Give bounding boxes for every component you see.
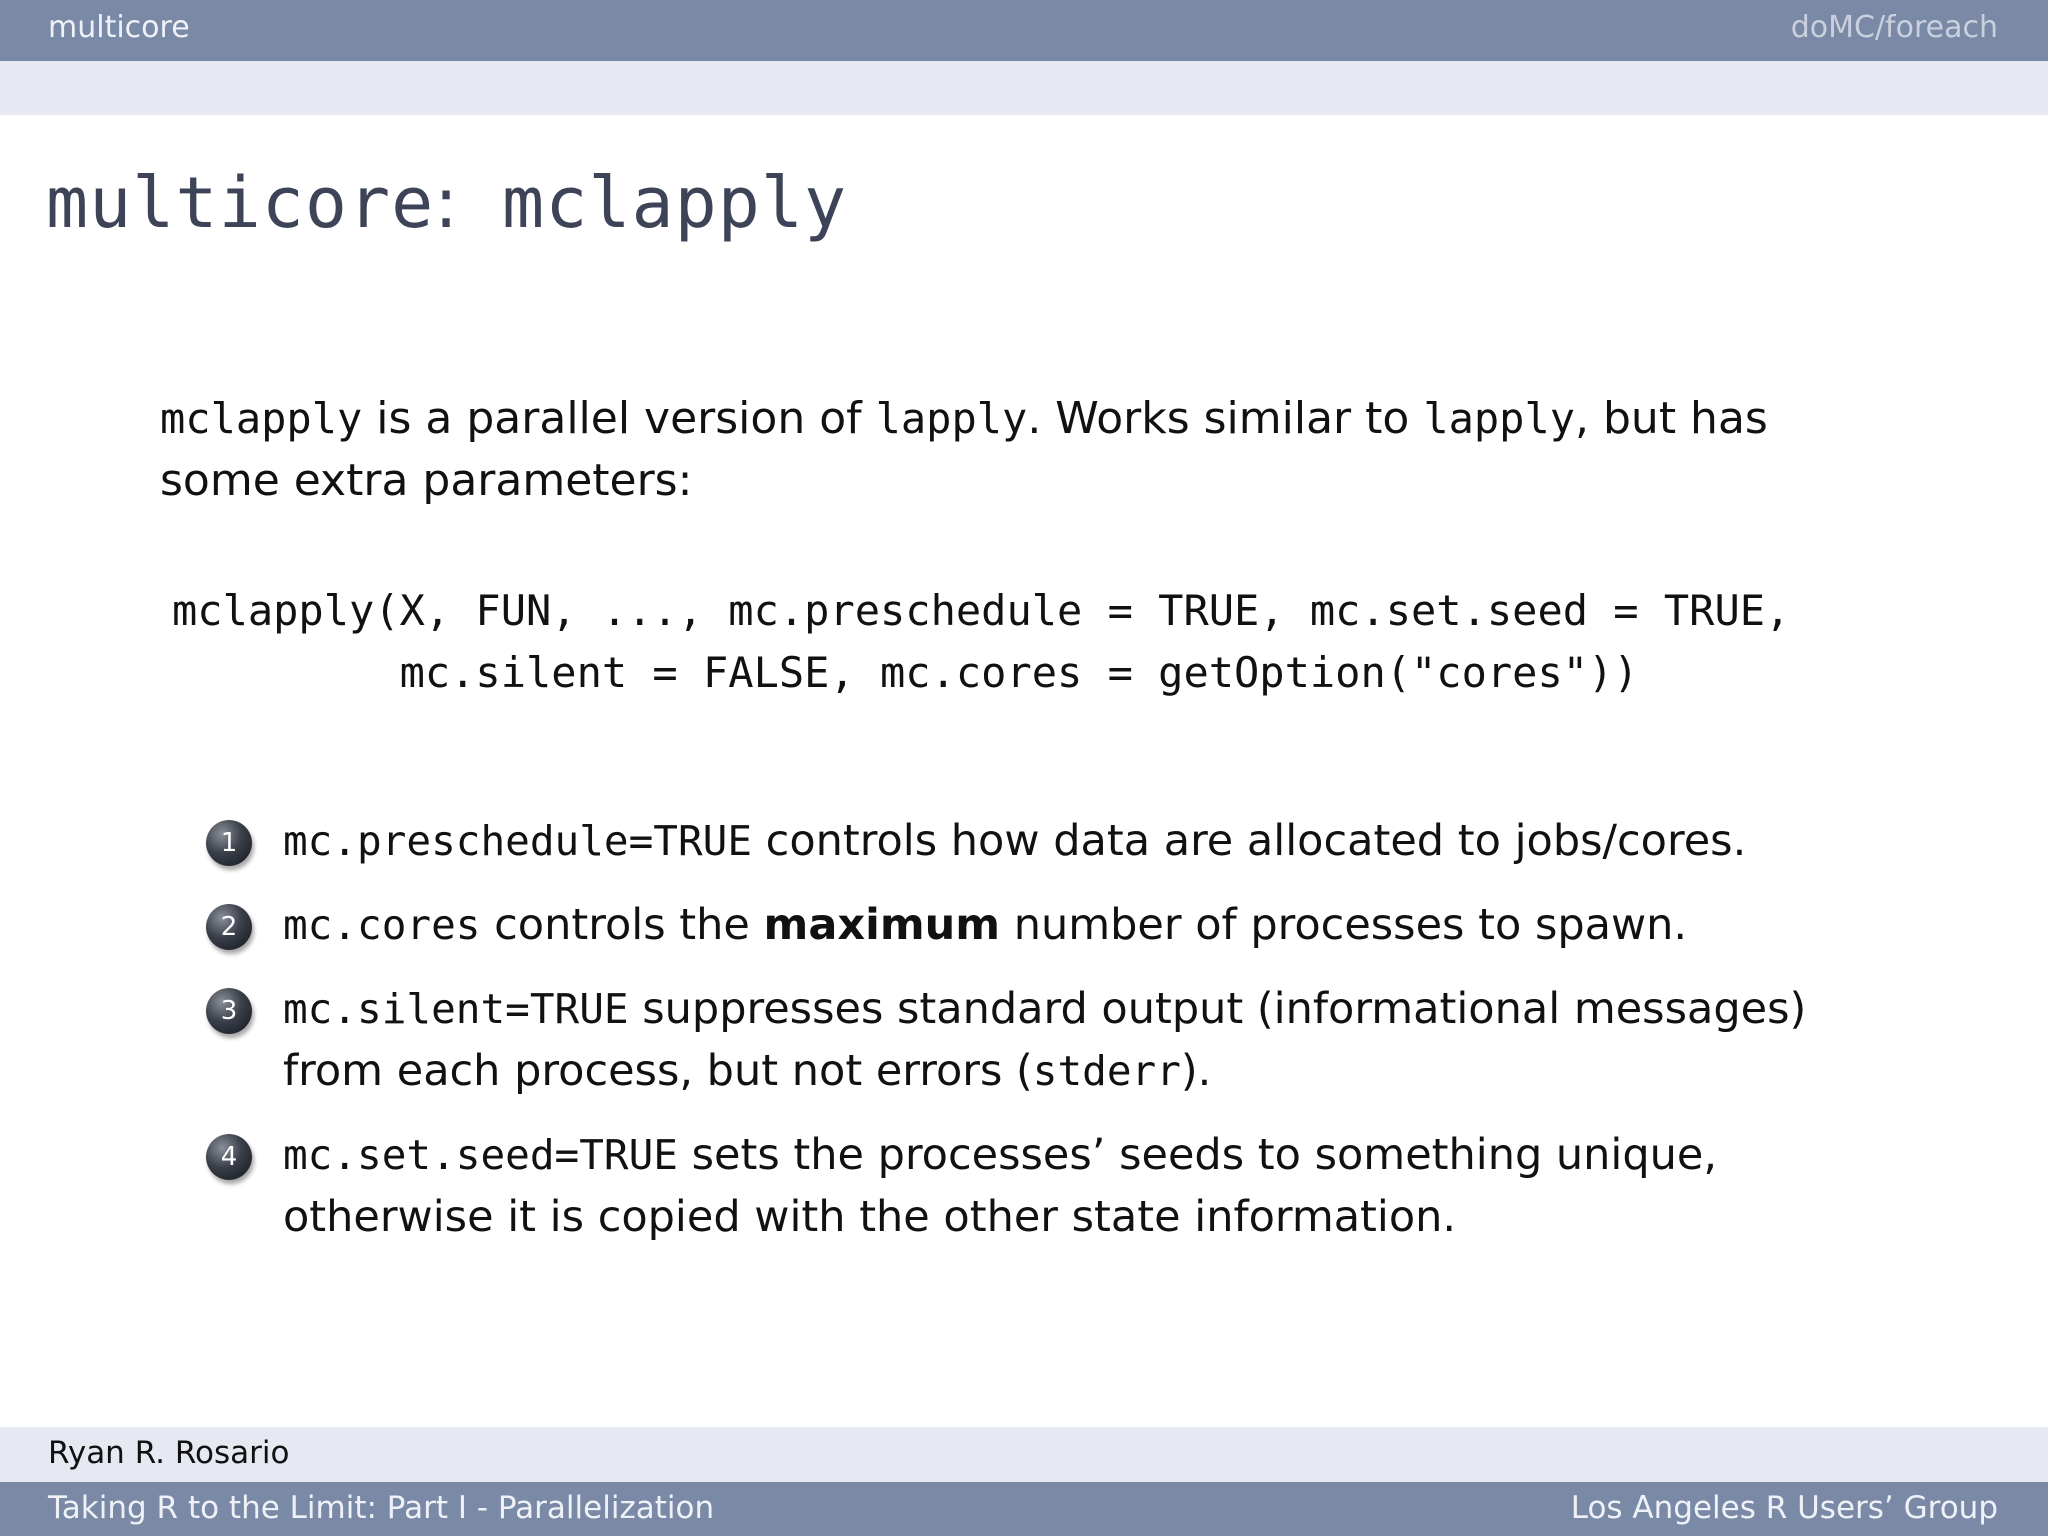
number-ball-icon: 4 bbox=[206, 1134, 252, 1180]
header-subsection[interactable]: doMC/foreach bbox=[1790, 10, 1998, 45]
number-ball-icon: 1 bbox=[206, 820, 252, 866]
number-ball-icon: 3 bbox=[206, 988, 252, 1034]
item-code-2: stderr bbox=[1032, 1047, 1181, 1095]
code-line-1: mclapply(X, FUN, ..., mc.preschedule = TRUE, mc.set.seed = TRUE, bbox=[172, 586, 1791, 635]
footer-author-bar bbox=[0, 1427, 2048, 1482]
slide-title-rest: mclapply bbox=[502, 162, 848, 244]
list-item bbox=[200, 978, 1900, 1102]
list-item bbox=[200, 810, 1900, 872]
item-code: mc.preschedule=TRUE bbox=[283, 817, 752, 865]
intro-func: mclapply bbox=[160, 394, 363, 443]
parameter-list bbox=[200, 810, 1900, 1248]
intro-code-2: lapply bbox=[1423, 394, 1576, 443]
slide-title-separator: : bbox=[434, 162, 459, 244]
item-text-before: controls the bbox=[494, 900, 750, 950]
intro-paragraph bbox=[160, 388, 1900, 512]
item-code: mc.set.seed=TRUE bbox=[283, 1131, 678, 1179]
footer-group: Los Angeles R Users’ Group bbox=[1570, 1490, 1998, 1526]
footer-author: Ryan R. Rosario bbox=[48, 1435, 290, 1471]
item-text: controls how data are allocated to jobs/cores. bbox=[765, 816, 1747, 866]
slide-title bbox=[46, 162, 847, 244]
footer-talk-title: Taking R to the Limit: Part I - Parallelization bbox=[48, 1490, 715, 1526]
code-line-2: mc.silent = FALSE, mc.cores = getOption("cores")) bbox=[172, 648, 1639, 697]
header-bar bbox=[0, 0, 2048, 61]
code-block bbox=[172, 580, 1790, 704]
subheader-bar bbox=[0, 61, 2048, 115]
footer-bar bbox=[0, 1482, 2048, 1536]
intro-code-1: lapply bbox=[875, 394, 1028, 443]
item-code: mc.silent=TRUE bbox=[283, 985, 629, 1033]
intro-text-1: is a parallel version of bbox=[376, 393, 862, 444]
item-text-end: ). bbox=[1180, 1046, 1212, 1096]
item-bold: maximum bbox=[763, 900, 1001, 950]
list-item bbox=[200, 894, 1900, 956]
item-text: suppresses standard output (informational messages) from each process, but not errors ( bbox=[283, 984, 1807, 1096]
item-text: sets the processes’ seeds to something unique, otherwise it is copied with the other state information. bbox=[283, 1130, 1718, 1242]
intro-text-2: . Works similar to bbox=[1027, 393, 1410, 444]
number-ball-icon: 2 bbox=[206, 904, 252, 950]
item-code: mc.cores bbox=[283, 901, 481, 949]
item-text-after: number of processes to spawn. bbox=[1013, 900, 1688, 950]
slide-title-code: multicore bbox=[46, 162, 435, 244]
list-item bbox=[200, 1124, 1900, 1248]
header-section[interactable]: multicore bbox=[48, 10, 190, 45]
intro-text-3: , but has some extra parameters: bbox=[160, 393, 1768, 506]
